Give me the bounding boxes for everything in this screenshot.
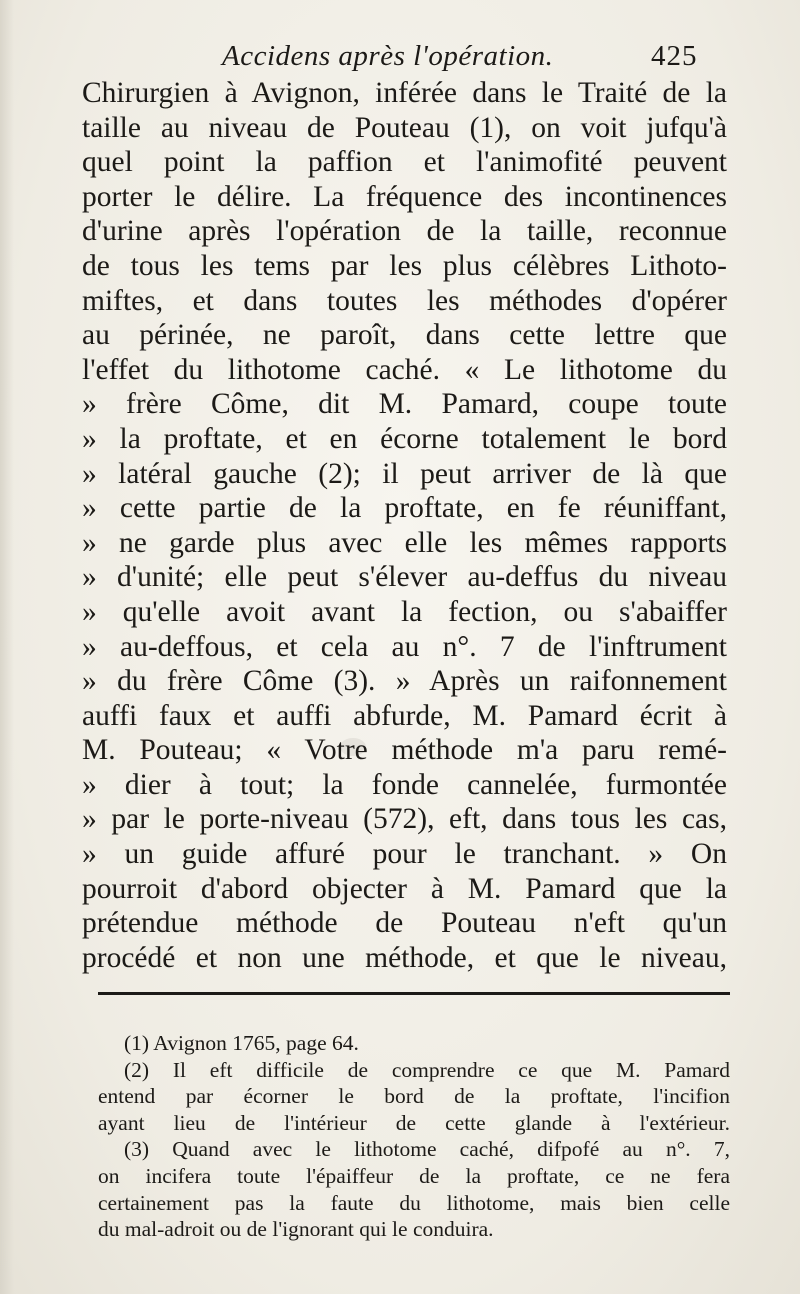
text-line: » par le porte-niveau (572), eft, dans tous les cas, bbox=[82, 803, 727, 836]
footnote-line: ayant lieu de l'intérieur de cette glande à l'extérieur. bbox=[98, 1110, 730, 1135]
text-line: au périnée, ne paroît, dans cette lettre que bbox=[82, 319, 727, 352]
text-line: » la proftate, et en écorne totalement le bord bbox=[82, 422, 727, 455]
footnote-line: (3) Quand avec le lithotome caché, difpofé au n°. 7, bbox=[124, 1137, 730, 1162]
page-edge-shadow bbox=[0, 0, 14, 1294]
footnote-line: entend par écorner le bord de la proftate, l'incifion bbox=[98, 1084, 730, 1109]
text-line: » ne garde plus avec elle les mêmes rapports bbox=[82, 526, 727, 559]
text-line: auffi faux et auffi abfurde, M. Pamard écrit à bbox=[82, 699, 727, 732]
text-line: » un guide affuré pour le tranchant. » On bbox=[82, 838, 727, 871]
text-line: » au-deffous, et cela au n°. 7 de l'inftrument bbox=[82, 630, 727, 663]
text-line: de tous les tems par les plus célèbres Lithoto- bbox=[82, 249, 727, 282]
page-header bbox=[0, 30, 800, 78]
footnote-line: on incifera toute l'épaiffeur de la proftate, ce ne fera bbox=[98, 1163, 730, 1188]
text-line: » frère Côme, dit M. Pamard, coupe toute bbox=[82, 388, 727, 421]
footnote-line: certainement pas la faute du lithotome, mais bien celle bbox=[98, 1190, 730, 1215]
text-line: taille au niveau de Pouteau (1), on voit jufqu'à bbox=[82, 111, 727, 144]
text-line: » latéral gauche (2); il peut arriver de là que bbox=[82, 457, 727, 490]
text-line: » qu'elle avoit avant la fection, ou s'abaiffer bbox=[82, 595, 727, 628]
text-line: porter le délire. La fréquence des incontinences bbox=[82, 180, 727, 213]
text-line: procédé et non une méthode, et que le niveau, bbox=[82, 941, 727, 974]
footnote-separator-rule bbox=[98, 992, 730, 995]
footnote-line: (1) Avignon 1765, page 64. bbox=[124, 1031, 359, 1055]
text-line: prétendue méthode de Pouteau n'eft qu'un bbox=[82, 907, 727, 940]
page-number: 425 bbox=[651, 40, 698, 72]
text-line: pourroit d'abord objecter à M. Pamard que la bbox=[82, 872, 727, 905]
text-line: quel point la paffion et l'animofité peuvent bbox=[82, 146, 727, 179]
text-line: d'urine après l'opération de la taille, reconnue bbox=[82, 215, 727, 248]
text-line: » dier à tout; la fonde cannelée, furmontée bbox=[82, 768, 727, 801]
text-line: miftes, et dans toutes les méthodes d'opérer bbox=[82, 284, 727, 317]
footnote-line: du mal-adroit ou de l'ignorant qui le conduira. bbox=[98, 1217, 494, 1242]
text-line: l'effet du lithotome caché. « Le lithotome du bbox=[82, 353, 727, 386]
text-line: » cette partie de la proftate, en fe réuniffant, bbox=[82, 492, 727, 525]
text-line: Chirurgien à Avignon, inférée dans le Traité de la bbox=[82, 77, 727, 109]
main-text bbox=[82, 76, 727, 975]
running-head: Accidens après l'opération. bbox=[222, 40, 554, 72]
footnotes bbox=[98, 1030, 730, 1243]
text-line: » d'unité; elle peut s'élever au-deffus du niveau bbox=[82, 561, 727, 594]
footnote-line: (2) Il eft difficile de comprendre ce que M. Pamard bbox=[124, 1057, 730, 1082]
text-line: » du frère Côme (3). » Après un raifonnement bbox=[82, 665, 727, 698]
text-line: M. Pouteau; « Votre méthode m'a paru remé- bbox=[82, 734, 727, 767]
